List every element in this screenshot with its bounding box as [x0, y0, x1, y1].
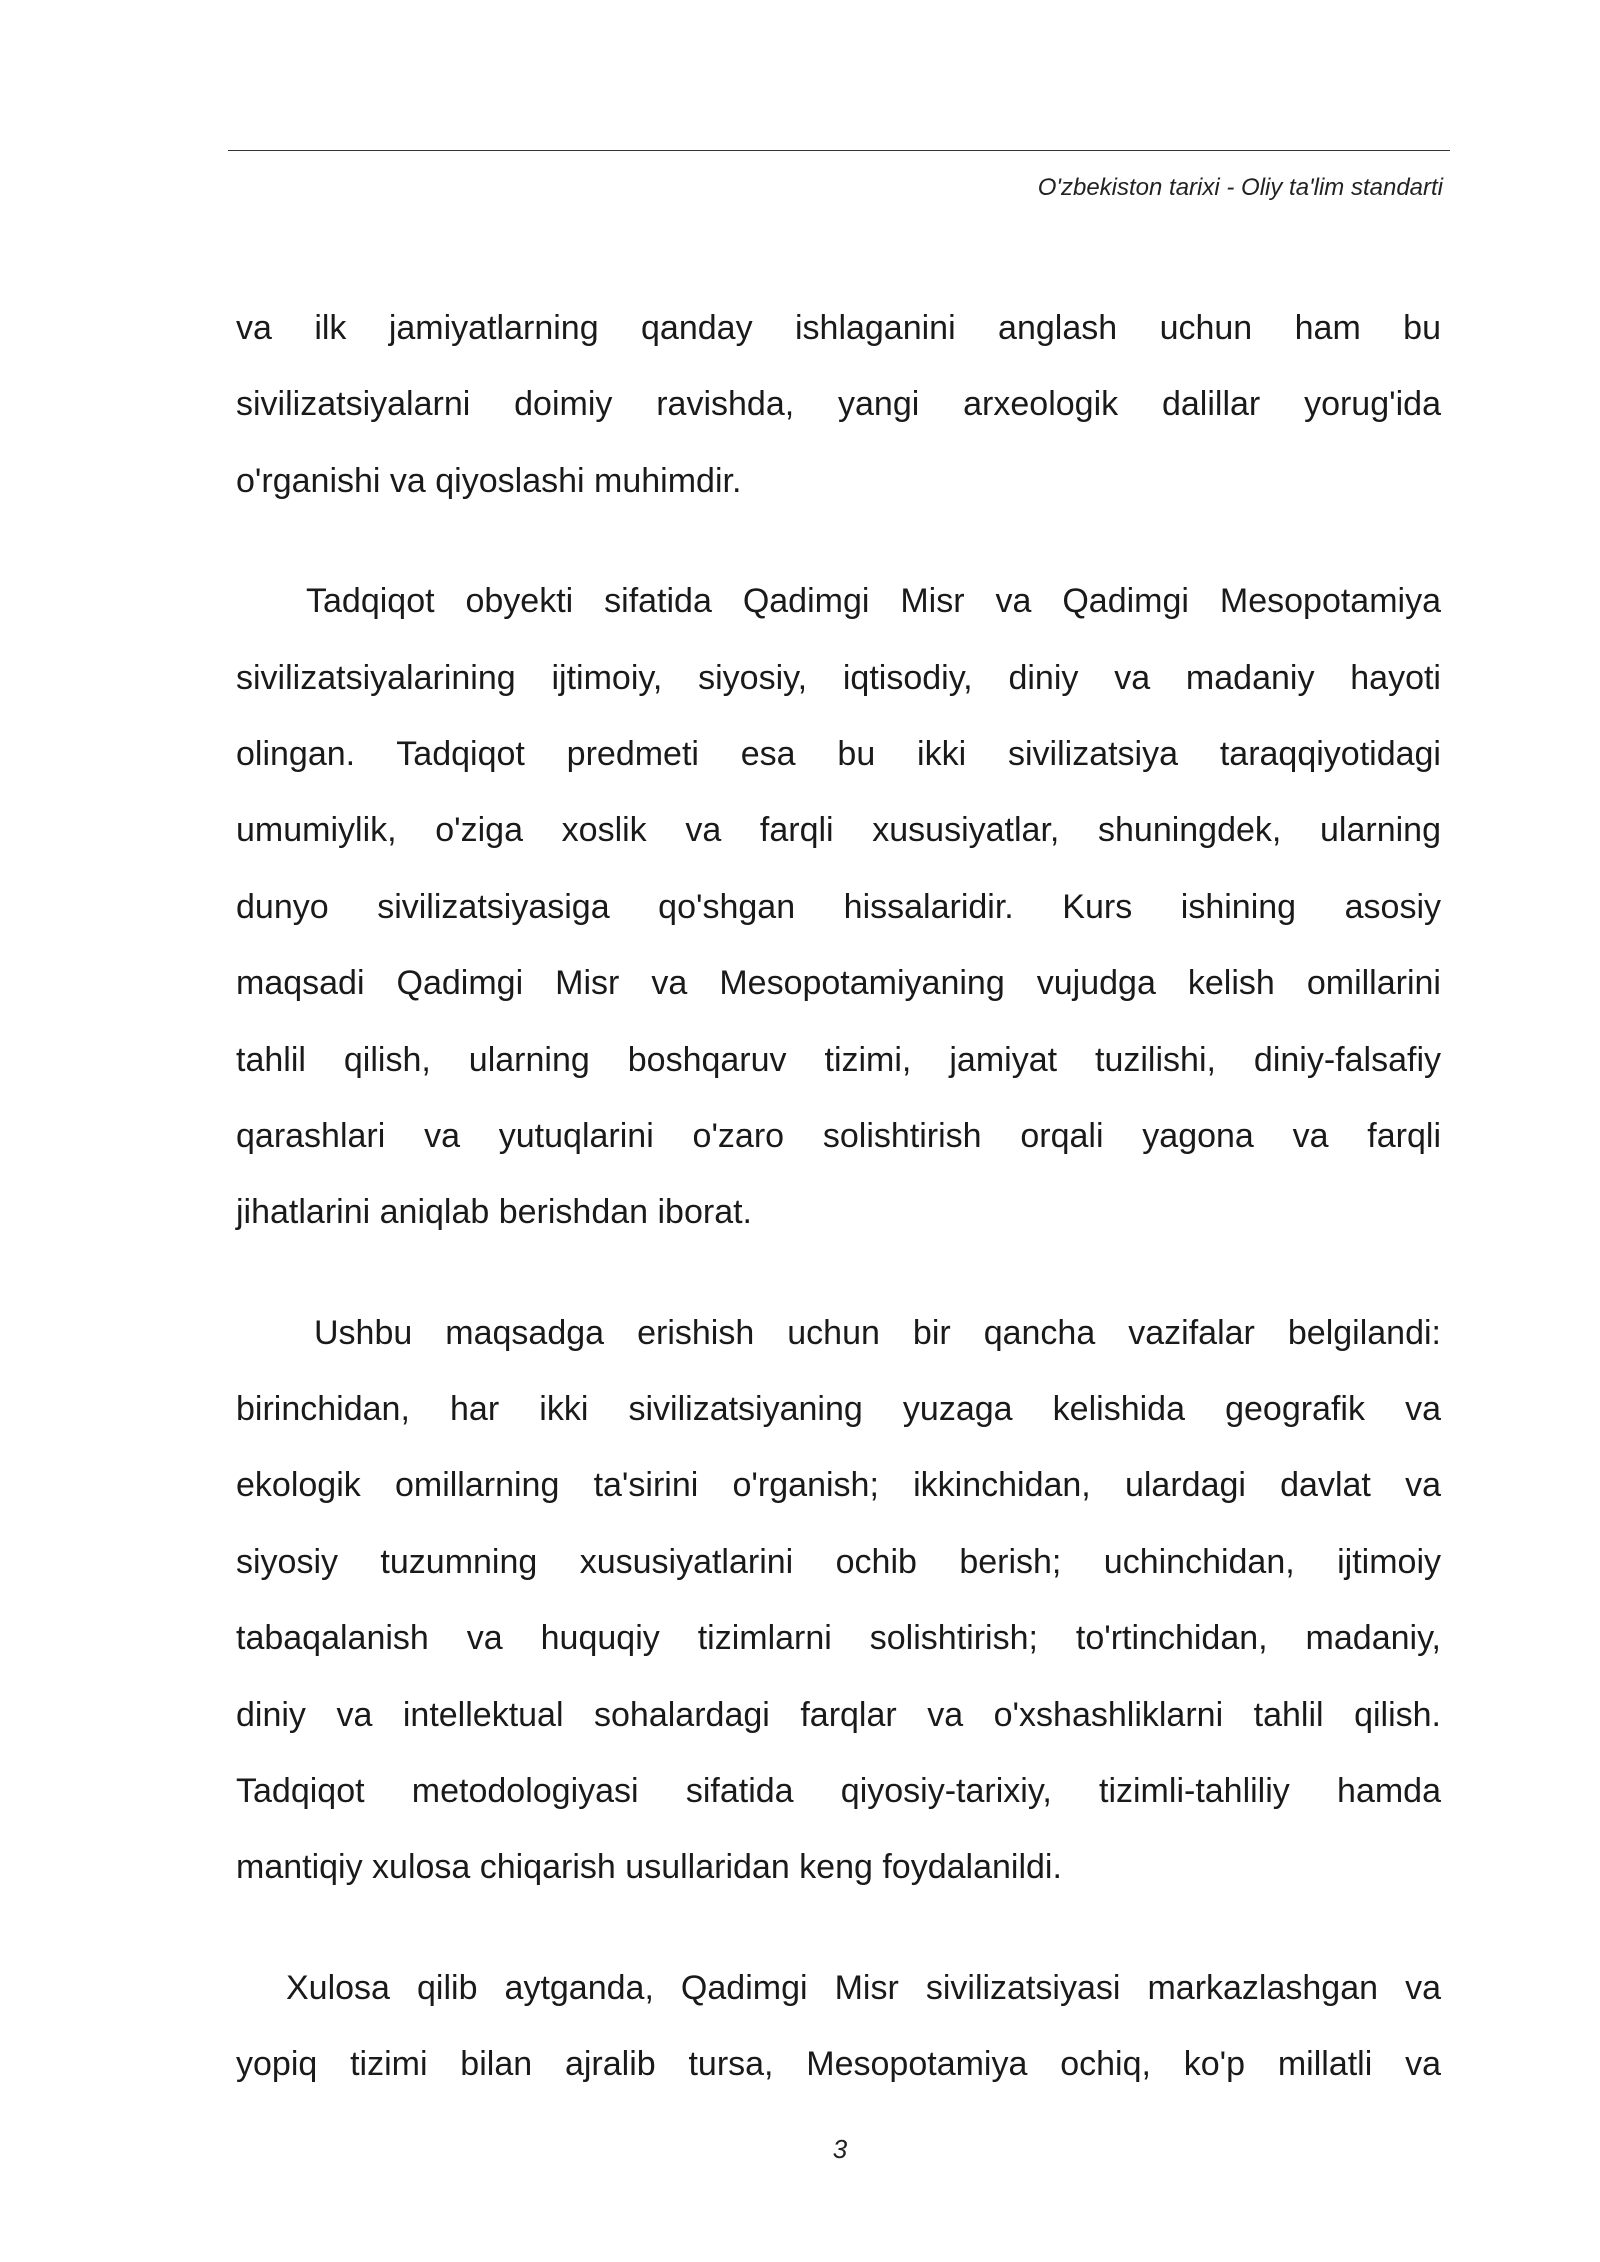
- body-text: [236, 295, 1441, 2108]
- text-line: birinchidan, har ikki sivilizatsiyaning yuzaga kelishida geografik va: [236, 1390, 1441, 1429]
- text-line: yopiq tizimi bilan ajralib tursa, Mesopotamiya ochiq, ko'p millatli va: [236, 2045, 1441, 2084]
- text-line: ekologik omillarning ta'sirini o'rganish; ikkinchidan, ulardagi davlat va: [236, 1466, 1441, 1505]
- text-line: sivilizatsiyalarni doimiy ravishda, yangi arxeologik dalillar yorug'ida: [236, 385, 1441, 424]
- text-line: olingan. Tadqiqot predmeti esa bu ikki sivilizatsiya taraqqiyotidagi: [236, 734, 1441, 773]
- paragraph-spacer: [236, 1256, 1441, 1300]
- text-line: Tadqiqot obyekti sifatida Qadimgi Misr va Qadimgi Mesopotamiya: [306, 582, 1441, 621]
- paragraph-3: [236, 1300, 1441, 1911]
- text-line: Tadqiqot metodologiyasi sifatida qiyosiy-tarixiy, tizimli-tahliliy hamda: [236, 1772, 1441, 1811]
- text-line: maqsadi Qadimgi Misr va Mesopotamiyaning vujudga kelish omillarini: [236, 964, 1441, 1003]
- paragraph-spacer: [236, 524, 1441, 568]
- header-rule: [228, 150, 1450, 151]
- text-line: diniy va intellektual sohalardagi farqlar va o'xshashliklarni tahlil qilish.: [236, 1695, 1441, 1734]
- text-line: o'rganishi va qiyoslashi muhimdir.: [236, 461, 742, 500]
- text-line: jihatlarini aniqlab berishdan iborat.: [236, 1193, 752, 1232]
- text-line: Xulosa qilib aytganda, Qadimgi Misr sivilizatsiyasi markazlashgan va: [286, 1968, 1441, 2007]
- text-line: dunyo sivilizatsiyasiga qo'shgan hissalaridir. Kurs ishining asosiy: [236, 887, 1441, 926]
- text-line: umumiylik, o'ziga xoslik va farqli xususiyatlar, shuningdek, ularning: [236, 811, 1441, 850]
- paragraph-1: [236, 295, 1441, 524]
- text-line: tabaqalanish va huquqiy tizimlarni solishtirish; to'rtinchidan, madaniy,: [236, 1619, 1441, 1658]
- paragraph-4: [236, 1955, 1441, 2108]
- text-line: tahlil qilish, ularning boshqaruv tizimi, jamiyat tuzilishi, diniy-falsafiy: [236, 1040, 1441, 1079]
- running-header: O'zbekiston tarixi - Oliy ta'lim standarti: [1037, 174, 1443, 201]
- text-line: Ushbu maqsadga erishish uchun bir qancha vazifalar belgilandi:: [314, 1313, 1441, 1352]
- text-line: mantiqiy xulosa chiqarish usullaridan keng foydalanildi.: [236, 1848, 1062, 1887]
- paragraph-2: [236, 568, 1441, 1256]
- text-line: qarashlari va yutuqlarini o'zaro solishtirish orqali yagona va farqli: [236, 1116, 1441, 1155]
- text-line: sivilizatsiyalarining ijtimoiy, siyosiy, iqtisodiy, diniy va madaniy hayoti: [236, 658, 1441, 697]
- text-line: va ilk jamiyatlarning qanday ishlaganini anglash uchun ham bu: [236, 309, 1441, 347]
- text-line: siyosiy tuzumning xususiyatlarini ochib berish; uchinchidan, ijtimoiy: [236, 1542, 1441, 1581]
- paragraph-spacer: [236, 1911, 1441, 1955]
- page-number: 3: [832, 2134, 848, 2164]
